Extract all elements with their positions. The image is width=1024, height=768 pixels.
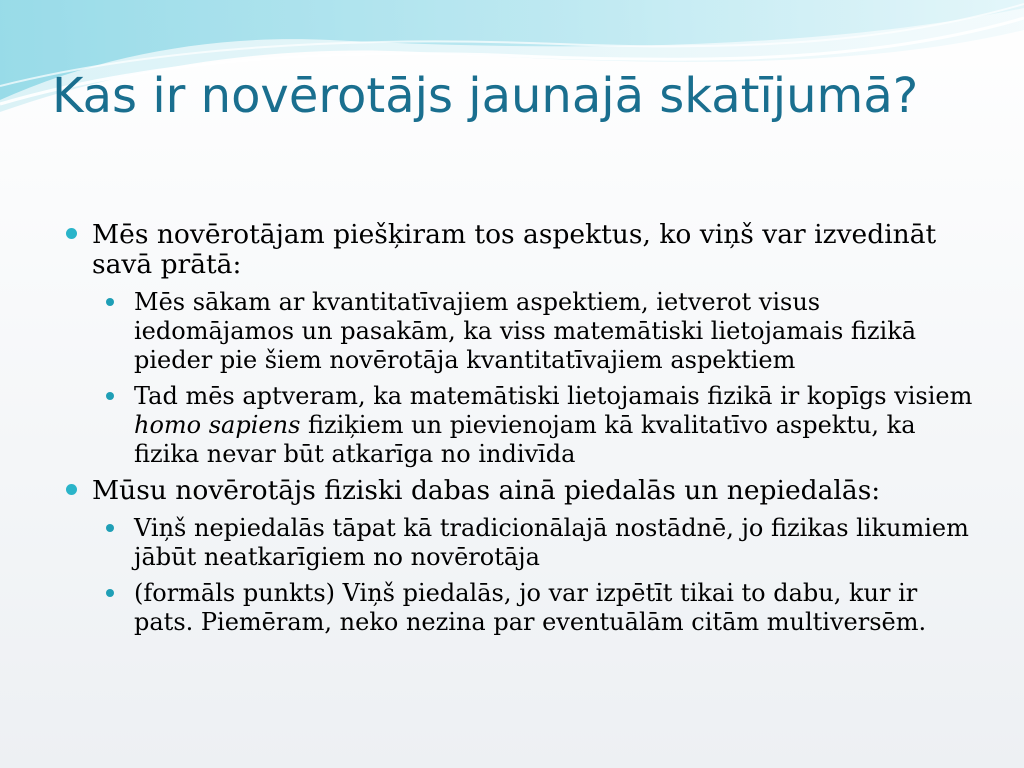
bullet-dot-icon (106, 392, 114, 400)
bullet-1-text: Mēs novērotājam piešķiram tos aspektus, ko viņš var izvedināt savā prātā: (92, 219, 937, 280)
bullet-dot-icon (106, 298, 114, 306)
bullet-2-sub-2-text: (formāls punkts) Viņš piedalās, jo var izpētīt tikai to dabu, kur ir pats. Piemēram, neko nezina par eventuālām citām multiversēm. (134, 579, 927, 636)
bullet-1-sub-1-text: Mēs sākam ar kvantitatīvajiem aspektiem, ietverot visus iedomājamos un pasakām, ka viss matemātiski lietojamais fizikā pieder pie šiem novērotāja kvantitatīvajiem aspektiem (134, 288, 917, 374)
bullet-1-sub-2-italic: homo sapiens (134, 411, 301, 439)
bullet-2 (62, 476, 982, 506)
slide-title: Kas ir novērotājs jaunajā skatījumā? (52, 68, 919, 124)
bullet-1-sub-1 (104, 288, 982, 375)
bullet-1-sub-2-text-before: Tad mēs aptveram, ka matemātiski lietojamais fizikā ir kopīgs visiem (134, 382, 973, 410)
bullet-2-sub-1 (104, 514, 982, 572)
bullet-1-sub-2-text-after: fiziķiem un pievienojam kā kvalitatīvo aspektu, ka fizika nevar būt atkarīga no indivīda (134, 411, 916, 468)
bullet-2-sub-2 (104, 579, 982, 637)
bullet-dot-icon (66, 484, 77, 495)
bullet-2-sub-1-text: Viņš nepiedalās tāpat kā tradicionālajā nostādnē, jo fizikas likumiem jābūt neatkarīgiem no novērotāja (134, 514, 969, 571)
bullet-1-sub-2 (104, 382, 982, 469)
bullet-dot-icon (106, 589, 114, 597)
slide-body (62, 220, 982, 644)
bullet-dot-icon (66, 228, 77, 239)
bullet-dot-icon (106, 524, 114, 532)
bullet-2-text: Mūsu novērotājs fiziski dabas ainā piedalās un nepiedalās: (92, 475, 881, 506)
bullet-1 (62, 220, 982, 280)
